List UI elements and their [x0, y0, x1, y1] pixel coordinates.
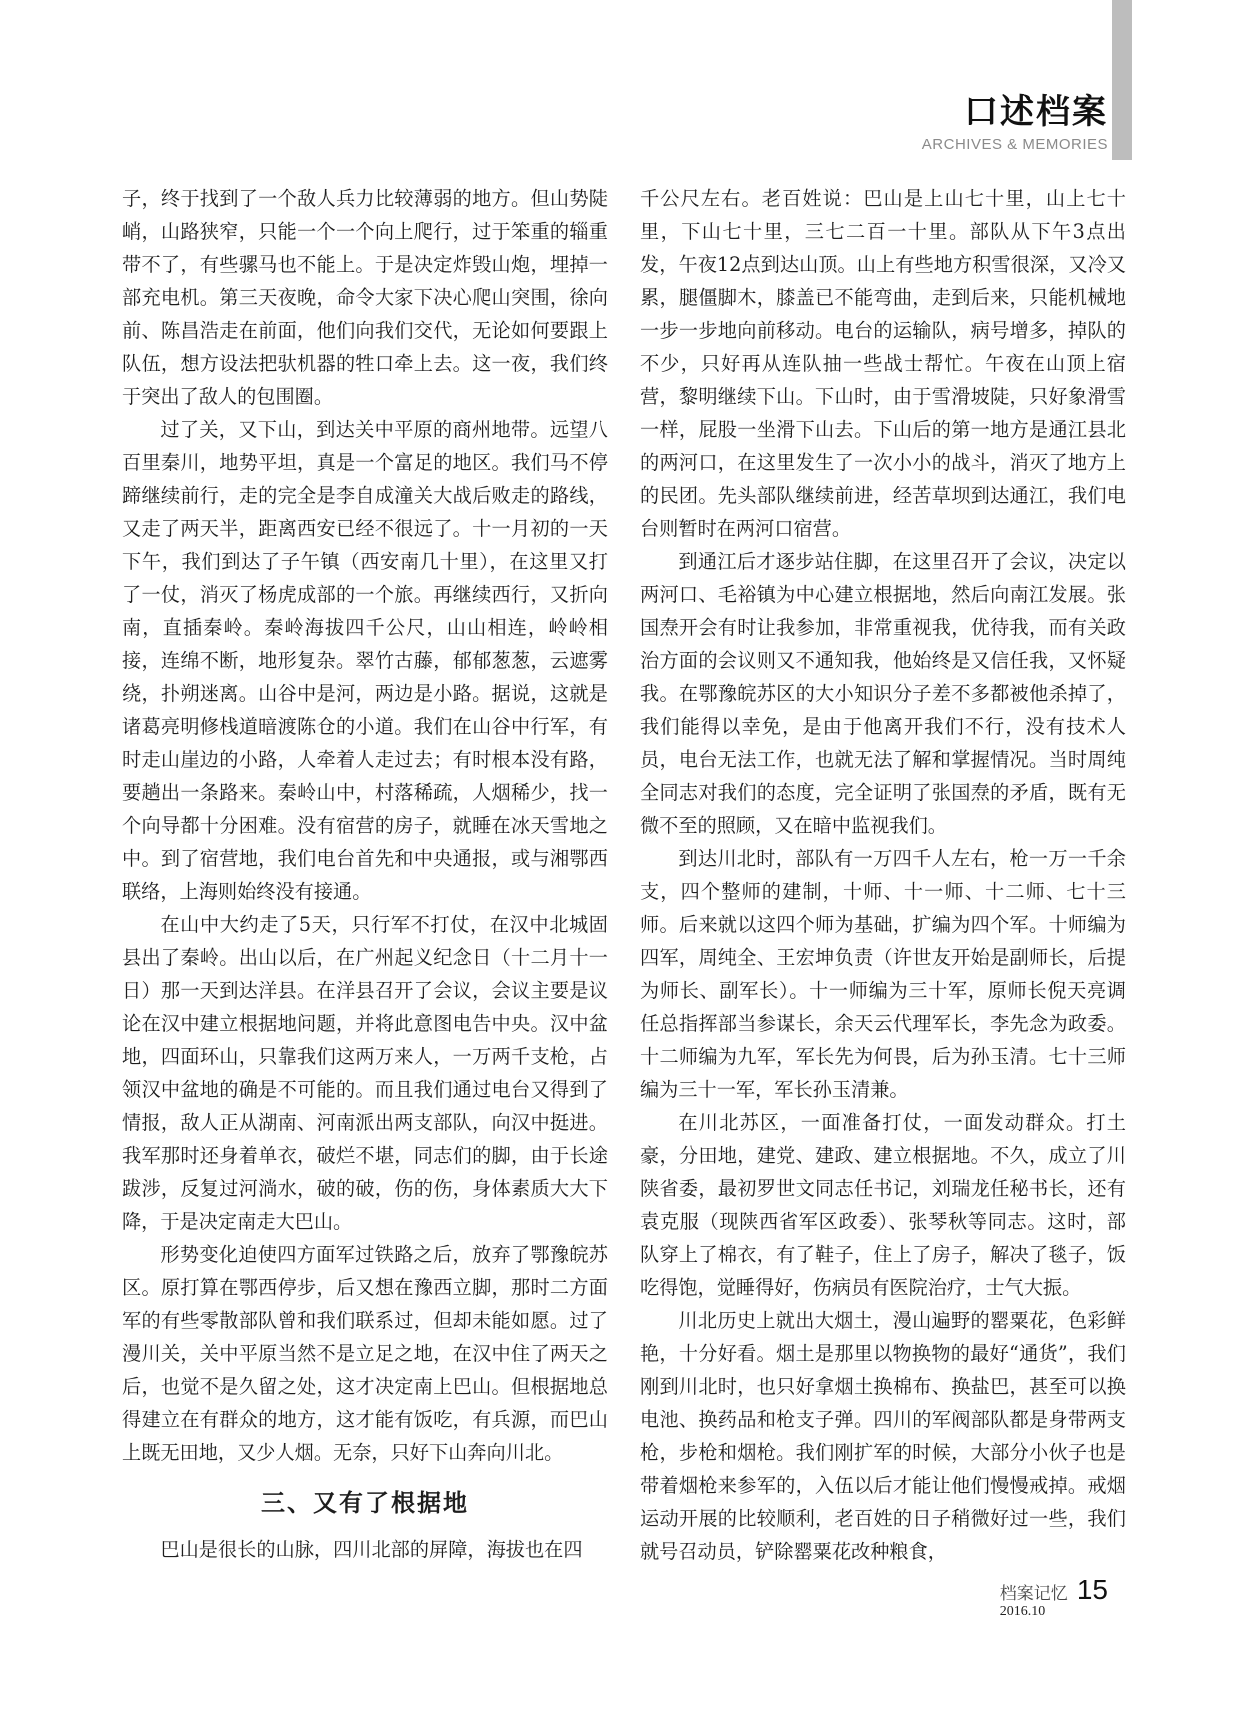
corner-tab-bar — [1112, 0, 1132, 160]
section-heading: 三、又有了根据地 — [261, 1489, 469, 1517]
paragraph: 子，终于找到了一个敌人兵力比较薄弱的地方。但山势陡峭，山路狭窄，只能一个一个向上爬行，过于笨重的辎重带不了，有些骡马也不能上。于是决定炸毁山炮，埋掉一部充电机。第三天夜晚，命令大家下决心爬山突围，徐向前、陈昌浩走在前面，他们向我们交代，无论如何要跟上队伍，想方设法把驮机器的牲口牵上去。这一夜，我们终于突出了敌人的包围圈。 — [122, 187, 608, 408]
paragraph: 过了关，又下山，到达关中平原的商州地带。远望八百里秦川，地势平坦，真是一个富足的地区。我们马不停蹄继续前行，走的完全是李自成潼关大战后败走的路线，又走了两天半，距离西安已经不很远了。十一月初的一天下午，我们到达了子午镇（西安南几十里），在这里又打了一仗，消灭了杨虎成部的一个旅。再继续西行，又折向南，直插秦岭。秦岭海拔四千公尺，山山相连，岭岭相接，连绵不断，地形复杂。翠竹古藤，郁郁葱葱，云遮雾绕，扑朔迷离。山谷中是河，两边是小路。据说，这就是诸葛亮明修栈道暗渡陈仓的小道。我们在山谷中行军，有时走山崖边的小路，人牵着人走过去；有时根本没有路，要趟出一条路来。秦岭山中，村落稀疏，人烟稀少，找一个向导都十分困难。没有宿营的房子，就睡在冰天雪地之中。到了宿营地，我们电台首先和中央通报，或与湘鄂西联络，上海则始终没有接通。 — [122, 418, 608, 903]
issue-date: 2016.10 — [999, 1604, 1046, 1619]
paragraph: 到通江后才逐步站住脚，在这里召开了会议，决定以两河口、毛裕镇为中心建立根据地，然后向南江发展。张国焘开会有时让我参加，非常重视我，优待我，而有关政治方面的会议则又不通知我，他始终是又信任我，又怀疑我。在鄂豫皖苏区的大小知识分子差不多都被他杀掉了，我们能得以幸免，是由于他离开我们不行，没有技术人员，电台无法工作，也就无法了解和掌握情况。当时周纯全同志对我们的态度，完全证明了张国焘的矛盾，既有无微不至的照顾，又在暗中监视我们。 — [640, 550, 1126, 837]
page-footer — [1000, 1574, 1108, 1620]
paragraph: 在川北苏区，一面准备打仗，一面发动群众。打土豪，分田地，建党、建政、建立根据地。不久，成立了川陕省委，最初罗世文同志任书记，刘瑞龙任秘书长，还有袁克服（现陕西省军区政委）、张琴秋等同志。这时，部队穿上了棉衣，有了鞋子，住上了房子，解决了毯子，饭吃得饱，觉睡得好，伤病员有医院治疗，士气大振。 — [640, 1111, 1126, 1299]
page-number: 15 — [1076, 1574, 1108, 1605]
section-header — [922, 92, 1108, 153]
paragraph: 千公尺左右。老百姓说：巴山是上山七十里，山上七十里，下山七十里，三七二百一十里。部队从下午3点出发，午夜12点到达山顶。山上有些地方积雪很深，又冷又累，腿僵脚木，膝盖已不能弯曲，走到后来，只能机械地一步一步地向前移动。电台的运输队，病号增多，掉队的不少，只好再从连队抽一些战士帮忙。午夜在山顶上宿营，黎明继续下山。下山时，由于雪滑坡陡，只好象滑雪一样，屁股一坐滑下山去。下山后的第一地方是通江县北的两河口，在这里发生了一次小小的战斗，消灭了地方上的民团。先头部队继续前进，经苦草坝到达通江，我们电台则暂时在两河口宿营。 — [640, 187, 1126, 540]
paragraph: 到达川北时，部队有一万四千人左右，枪一万一千余支，四个整师的建制，十师、十一师、十二师、七十三师。后来就以这四个师为基础，扩编为四个军。十师编为四军，周纯全、王宏坤负责（许世友开始是副师长，后提为师长、副军长）。十一师编为三十军，原师长倪天亮调任总指挥部当参谋长，余天云代理军长，李先念为政委。十二师编为九军，军长先为何畏，后为孙玉清。七十三师编为三十一军，军长孙玉清兼。 — [640, 847, 1126, 1101]
left-column — [122, 182, 608, 1566]
paragraph: 川北历史上就出大烟土，漫山遍野的罂粟花，色彩鲜艳，十分好看。烟土是那里以物换物的最好“通货”，我们刚到川北时，也只好拿烟土换棉布、换盐巴，甚至可以换电池、换药品和枪支子弹。四川的军阀部队都是身带两支枪，步枪和烟枪。我们刚扩军的时候，大部分小伙子也是带着烟枪来参军的，入伍以后才能让他们慢慢戒掉。戒烟运动开展的比较顺利，老百姓的日子稍微好过一些，我们就号召动员，铲除罂粟花改种粮食， — [640, 1309, 1126, 1563]
right-column — [640, 182, 1126, 1568]
paragraph: 巴山是很长的山脉，四川北部的屏障，海拔也在四 — [160, 1538, 583, 1561]
section-subtitle: ARCHIVES & MEMORIES — [921, 136, 1108, 153]
paragraph: 在山中大约走了5天，只行军不打仗，在汉中北城固县出了秦岭。出山以后，在广州起义纪念日（十二月十一日）那一天到达洋县。在洋县召开了会议，会议主要是议论在汉中建立根据地问题，并将此意图电告中央。汉中盆地，四面环山，只靠我们这两万来人，一万两千支枪，占领汉中盆地的确是不可能的。而且我们通过电台又得到了情报，敌人正从湖南、河南派出两支部队，向汉中挺进。我军那时还身着单衣，破烂不堪，同志们的脚，由于长途跋涉，反复过河淌水，破的破，伤的伤，身体素质大大下降，于是决定南走大巴山。 — [122, 913, 608, 1233]
section-title: 口述档案 — [964, 92, 1108, 132]
paragraph: 形势变化迫使四方面军过铁路之后，放弃了鄂豫皖苏区。原打算在鄂西停步，后又想在豫西立脚，那时二方面军的有些零散部队曾和我们联系过，但却未能如愿。过了漫川关，关中平原当然不是立足之地，在汉中住了两天之后，也觉不是久留之处，这才决定南上巴山。但根据地总得建立在有群众的地方，这才能有饭吃，有兵源，而巴山上既无田地，又少人烟。无奈，只好下山奔向川北。 — [122, 1243, 608, 1464]
magazine-name: 档案记忆 — [999, 1584, 1068, 1604]
